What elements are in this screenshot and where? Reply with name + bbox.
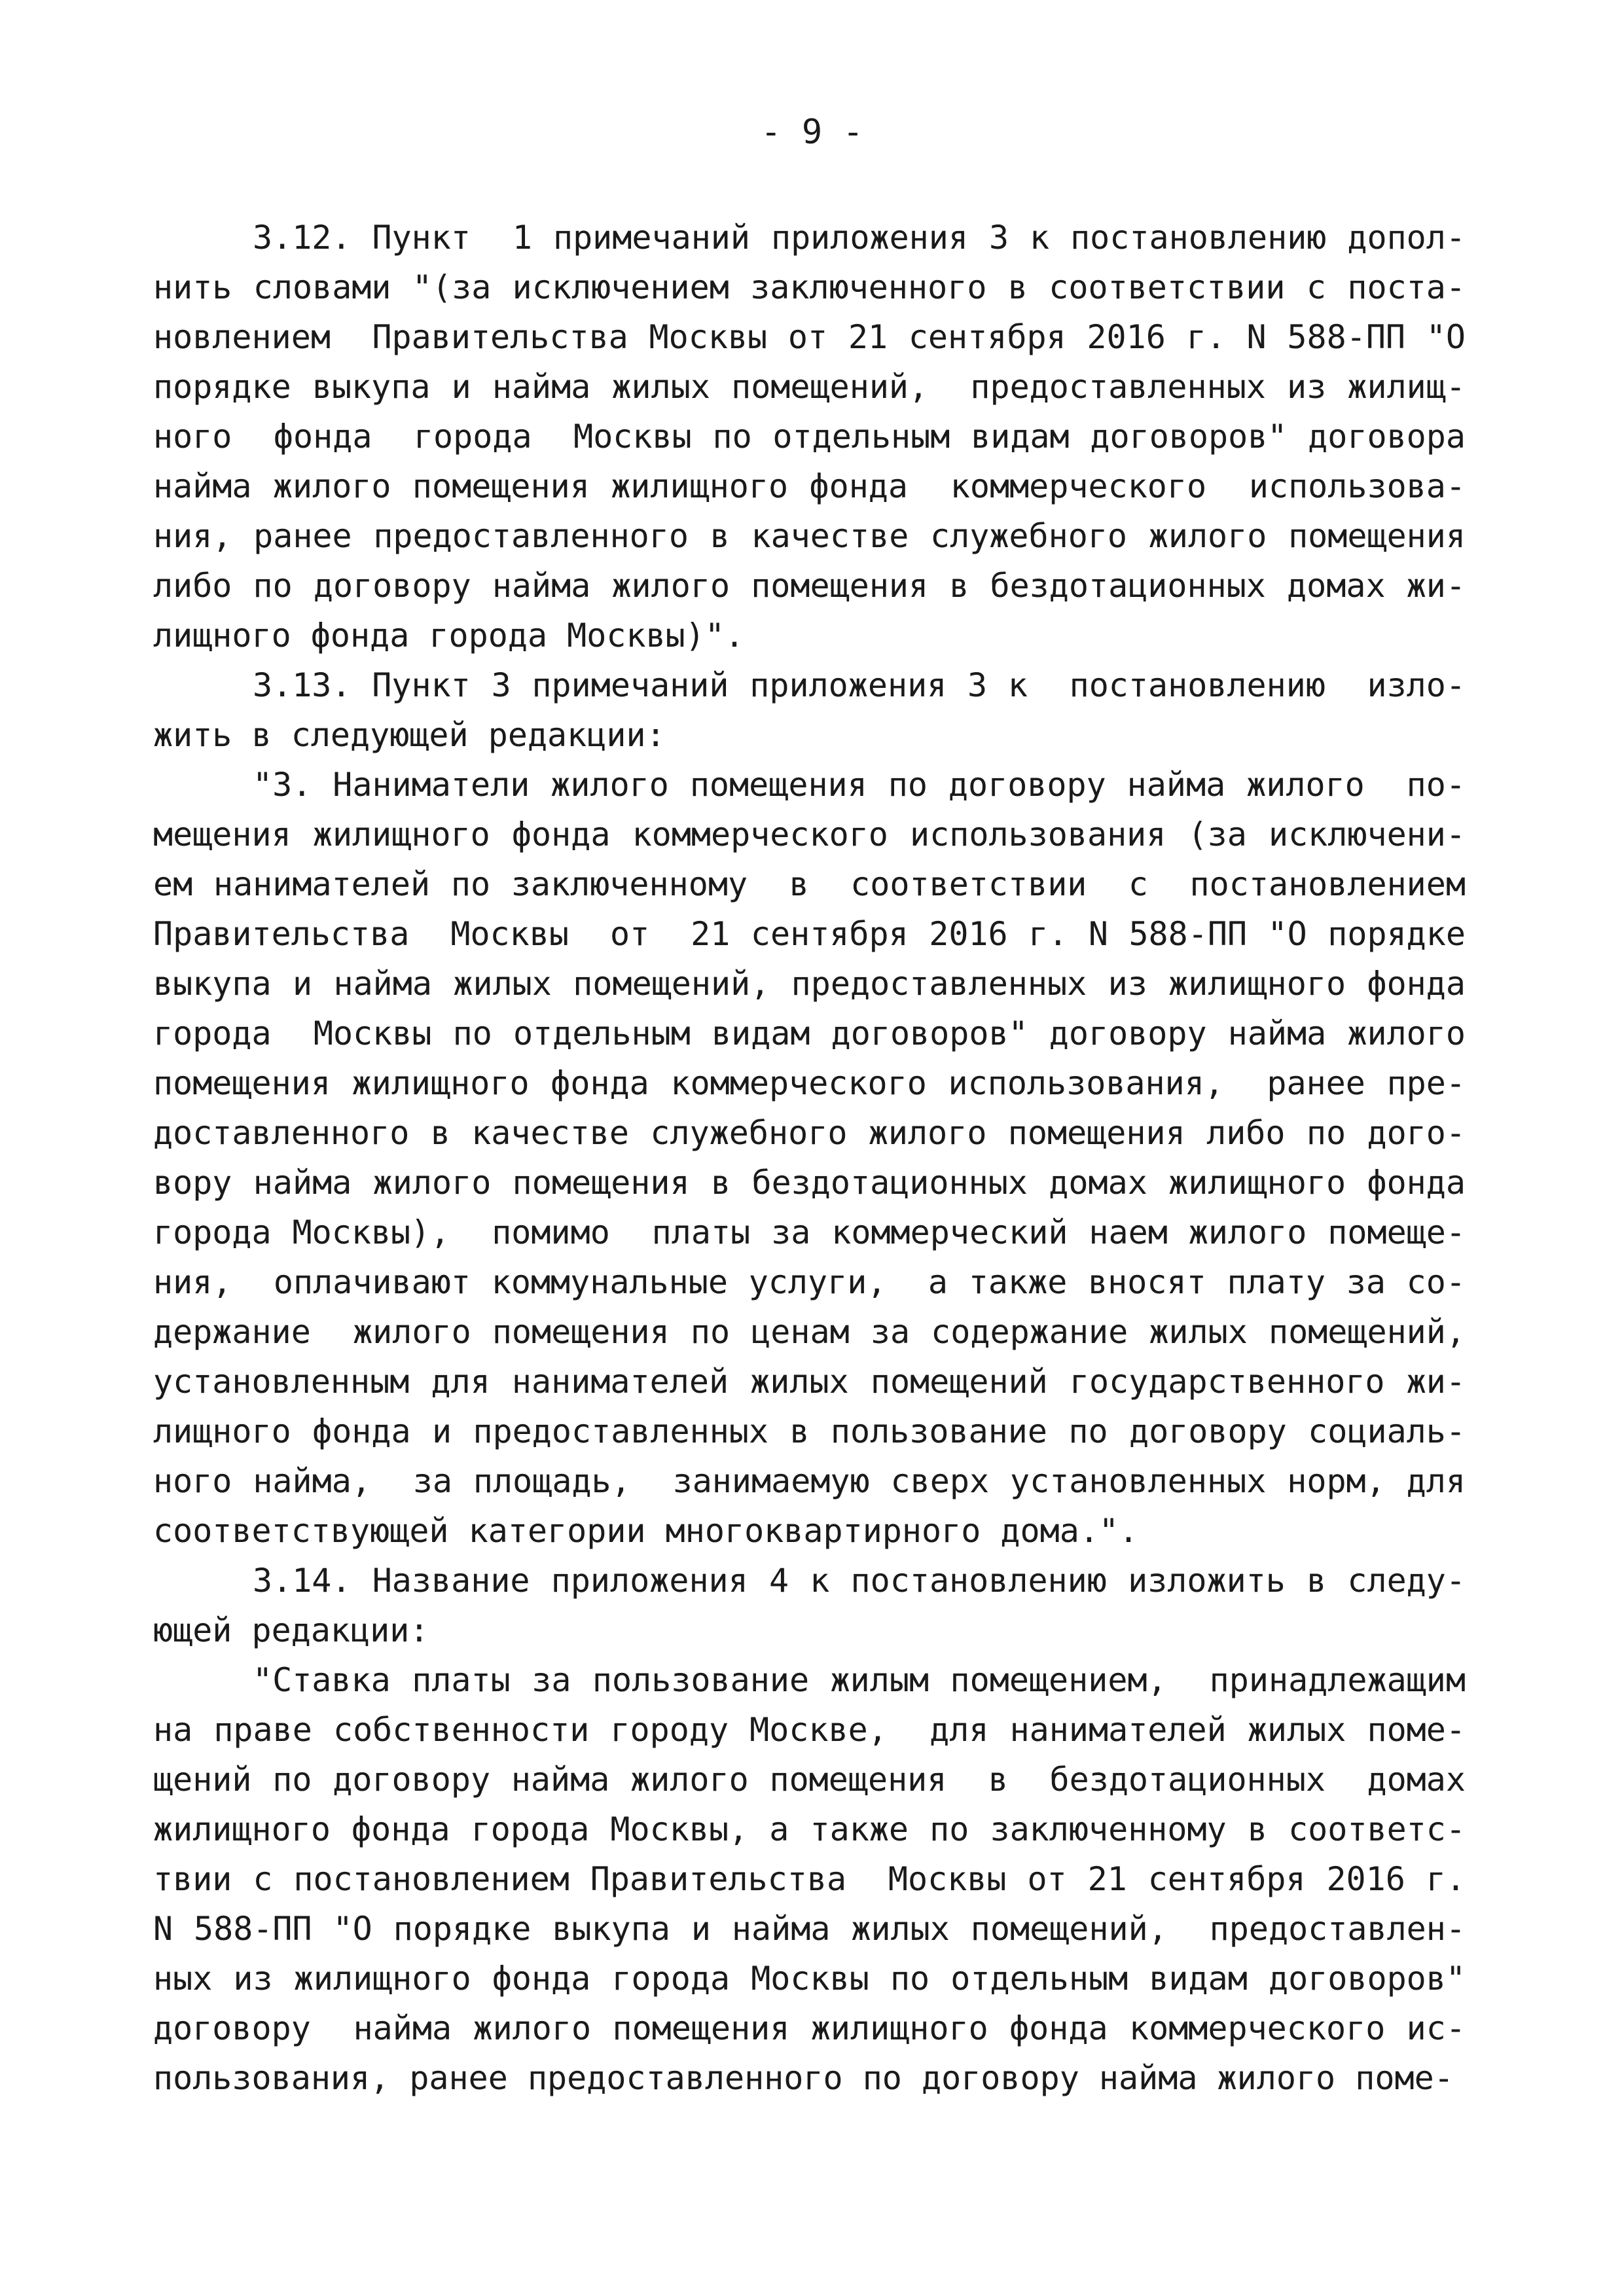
text-line: щений по договору найма жилого помещения в бездотационных домах [153,1761,1466,1799]
text-line: соответствующей категории многоквартирного дома.". [153,1512,1139,1550]
text-line: твии с постановлением Правительства Москвы от 21 сентября 2016 г. [153,1860,1466,1898]
text-line: договору найма жилого помещения жилищного фонда коммерческого ис- [153,2009,1466,2047]
text-line: жилищного фонда города Москвы, а также по заключенному в соответс- [153,1810,1466,1848]
text-line: на праве собственности городу Москве, для нанимателей жилых поме- [153,1711,1466,1749]
text-line: установленным для нанимателей жилых помещений государственного жи- [153,1363,1466,1401]
text-line: ного найма, за площадь, занимаемую сверх установленных норм, для [153,1462,1466,1500]
paragraph [153,213,1466,660]
text-line: найма жилого помещения жилищного фонда коммерческого использова- [153,467,1466,505]
text-line: Правительства Москвы от 21 сентября 2016 г. N 588-ПП "О порядке [153,915,1466,953]
paragraph [153,1556,1466,1655]
document-body [153,213,1466,2103]
text-line: выкупа и найма жилых помещений, предоставленных из жилищного фонда [153,965,1466,1003]
text-line: порядке выкупа и найма жилых помещений, предоставленных из жилищ- [153,368,1466,406]
text-line: N 588-ПП "О порядке выкупа и найма жилых помещений, предоставлен- [153,1910,1466,1948]
text-line: либо по договору найма жилого помещения в бездотационных домах жи- [153,567,1466,605]
text-line: ющей редакции: [153,1611,429,1649]
text-line: 3.13. Пункт 3 примечаний приложения 3 к постановлению изло- [253,666,1466,704]
text-line: ного фонда города Москвы по отдельным видам договоров" договора [153,418,1466,456]
page-number: - 9 - [761,113,863,152]
text-line: лищного фонда и предоставленных в пользование по договору социаль- [153,1412,1466,1450]
text-line: 3.14. Название приложения 4 к постановлению изложить в следу- [253,1562,1466,1600]
text-line: "Ставка платы за пользование жилым помещением, принадлежащим [253,1661,1466,1699]
text-line: доставленного в качестве служебного жилого помещения либо по дого- [153,1114,1466,1152]
text-line: жить в следующей редакции: [153,716,666,754]
text-line: помещения жилищного фонда коммерческого использования, ранее пре- [153,1064,1466,1102]
text-line: города Москвы по отдельным видам договоров" договору найма жилого [153,1014,1466,1052]
text-line: новлением Правительства Москвы от 21 сентября 2016 г. N 588-ПП "О [153,318,1466,356]
text-line: пользования, ранее предоставленного по договору найма жилого поме- [153,2059,1454,2097]
text-line: 3.12. Пункт 1 примечаний приложения 3 к постановлению допол- [253,219,1466,257]
text-line: вору найма жилого помещения в бездотационных домах жилищного фонда [153,1164,1466,1202]
text-line: нить словами "(за исключением заключенного в соответствии с поста- [153,268,1466,306]
text-line: ния, ранее предоставленного в качестве служебного жилого помещения [153,517,1466,555]
paragraph [153,760,1466,1556]
paragraph [153,660,1466,760]
text-line: ем нанимателей по заключенному в соответствии с постановлением [153,865,1466,903]
text-line: держание жилого помещения по ценам за содержание жилых помещений, [153,1313,1466,1351]
text-line: ния, оплачивают коммунальные услуги, а также вносят плату за со- [153,1263,1466,1301]
text-line: "3. Наниматели жилого помещения по договору найма жилого по- [253,766,1466,804]
text-line: ных из жилищного фонда города Москвы по отдельным видам договоров" [153,1960,1466,1998]
paragraph [153,1655,1466,2103]
text-line: города Москвы), помимо платы за коммерческий наем жилого помеще- [153,1213,1466,1251]
text-line: лищного фонда города Москвы)". [153,617,745,655]
text-line: мещения жилищного фонда коммерческого использования (за исключени- [153,816,1466,853]
